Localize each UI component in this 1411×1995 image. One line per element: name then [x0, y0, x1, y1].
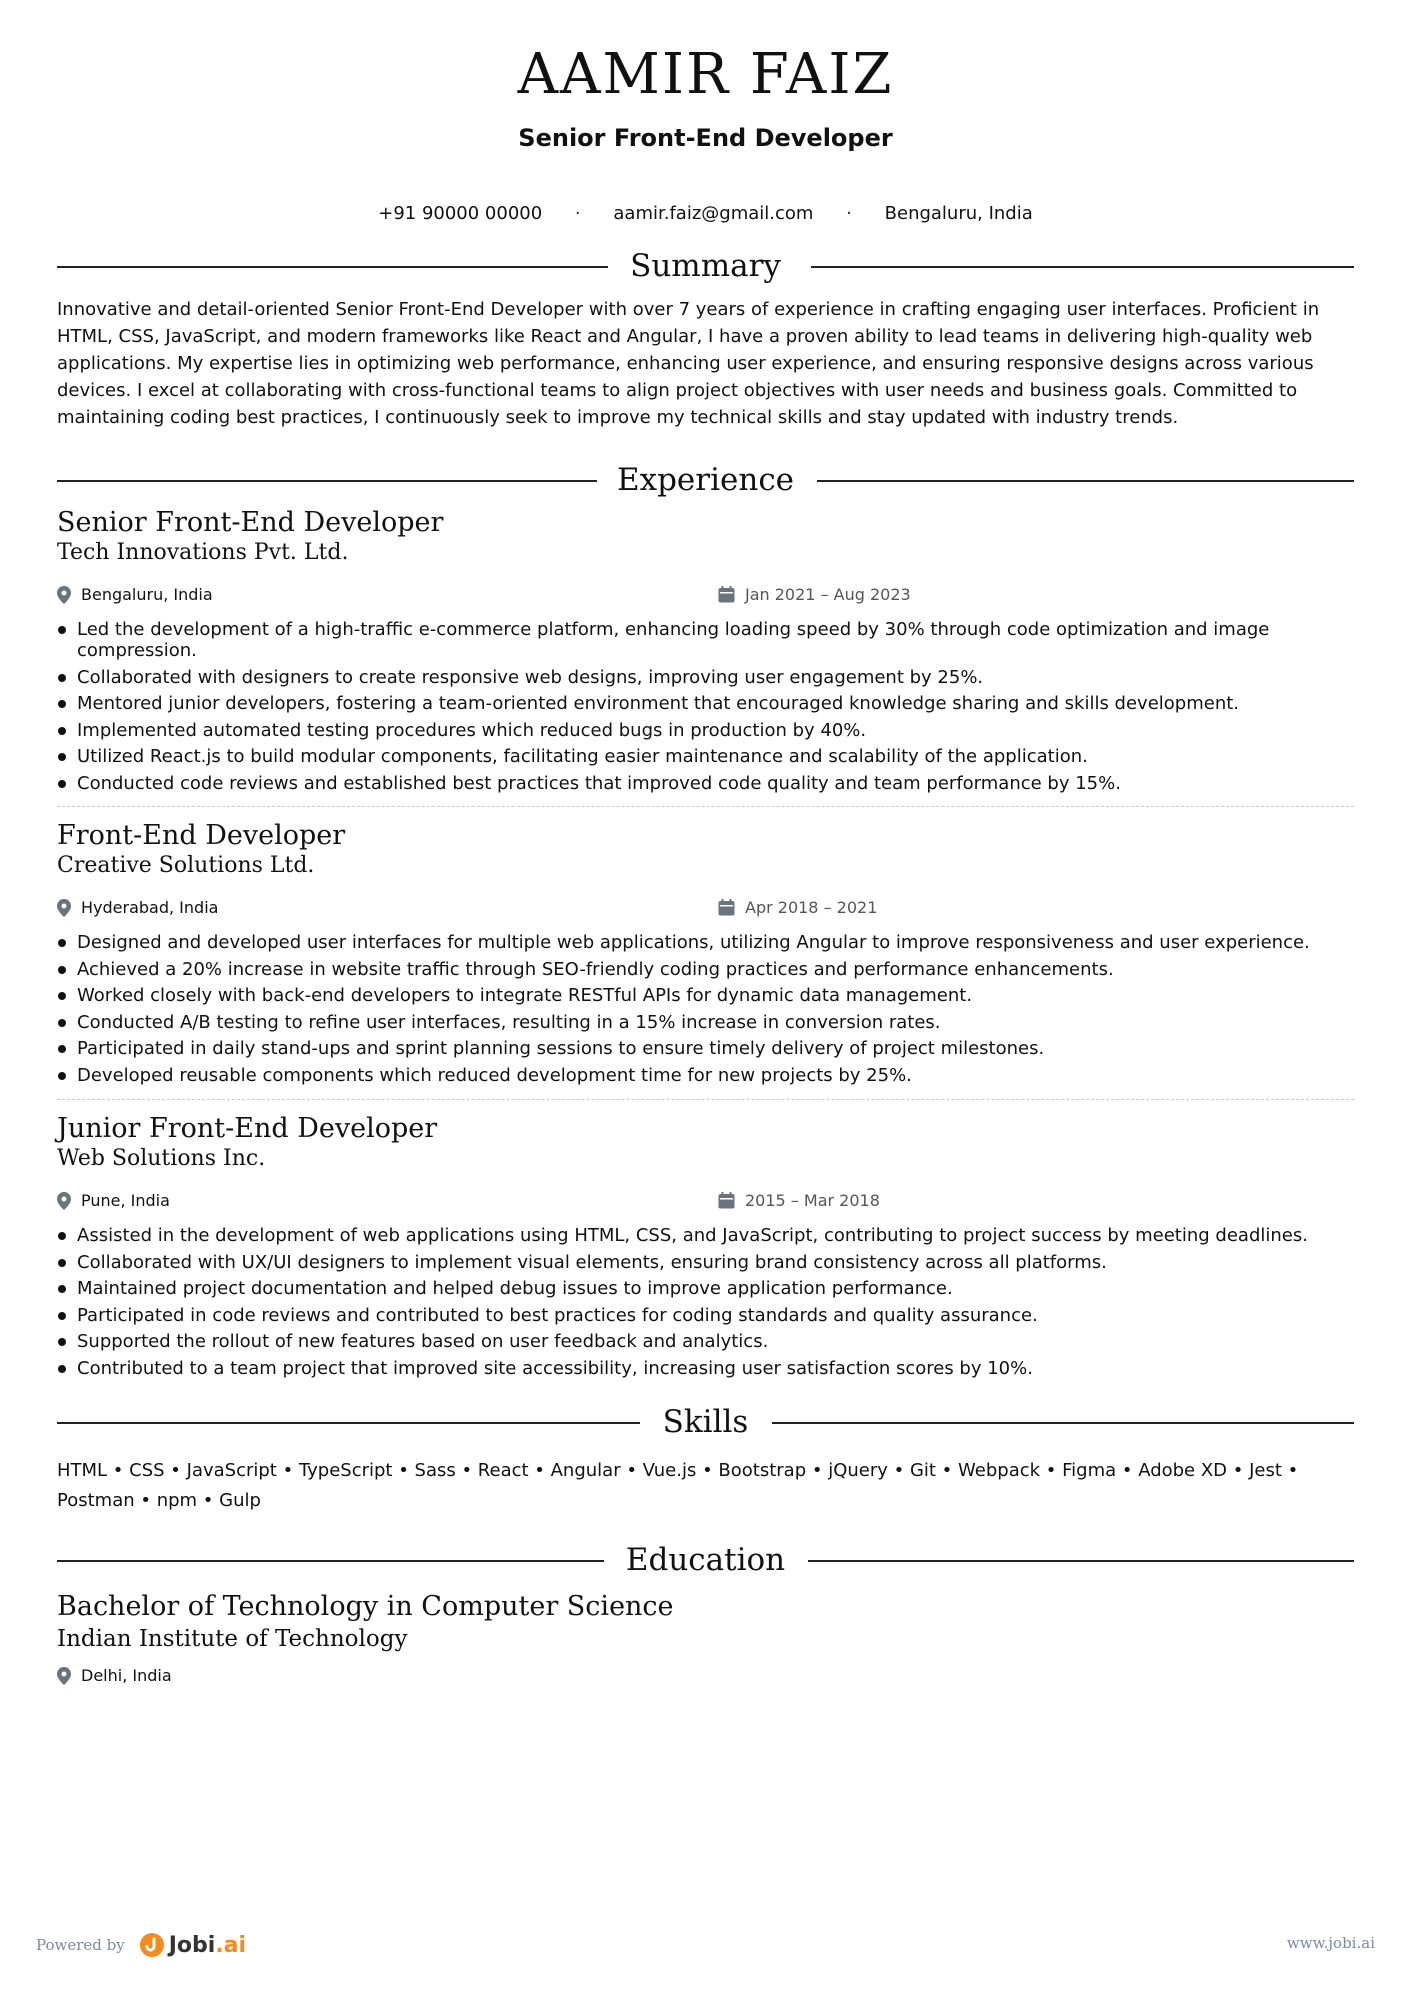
- skills-heading: [57, 1402, 1354, 1442]
- phone-number: +91 90000 00000: [378, 203, 543, 224]
- email-address: aamir.faiz@gmail.com: [613, 203, 814, 224]
- job-dates-text: Jan 2021 – Aug 2023: [745, 585, 911, 604]
- list-item: Developed reusable components which reduced development time for new projects by 25%.: [57, 1065, 1354, 1086]
- experience-heading: [57, 460, 1354, 500]
- list-item: Implemented automated testing procedures which reduced bugs in production by 40%.: [57, 720, 1354, 741]
- school-name: Indian Institute of Technology: [57, 1626, 408, 1652]
- job-title: Senior Front-End Developer: [57, 507, 444, 538]
- divider-line: [817, 480, 1354, 482]
- education-heading: [57, 1540, 1354, 1580]
- achievement-list: [57, 1225, 1354, 1379]
- list-item: Participated in code reviews and contributed to best practices for coding standards and quality assurance.: [57, 1305, 1354, 1326]
- dashed-divider: [57, 806, 1354, 807]
- job-meta: [57, 1191, 1354, 1217]
- job-location-text: Bengaluru, India: [81, 585, 213, 604]
- list-item: Collaborated with UX/UI designers to implement visual elements, ensuring brand consistency across all platforms.: [57, 1252, 1354, 1273]
- job-title: Junior Front-End Developer: [57, 1113, 438, 1144]
- experience-entry: [57, 820, 1354, 1091]
- job-location: [57, 1191, 170, 1210]
- calendar-icon: [718, 899, 735, 916]
- company-name: Creative Solutions Ltd.: [57, 853, 315, 878]
- jobi-logo[interactable]: [139, 1932, 246, 1958]
- website-link[interactable]: www.jobi.ai: [1286, 1934, 1375, 1952]
- list-item: Designed and developed user interfaces for multiple web applications, utilizing Angular to improve responsiveness and user experience.: [57, 932, 1354, 953]
- job-meta: [57, 898, 1354, 924]
- skills-title: Skills: [662, 1404, 749, 1440]
- jobi-logo-text: Jobi: [168, 1932, 216, 1958]
- list-item: Conducted code reviews and established best practices that improved code quality and team performance by 15%.: [57, 773, 1354, 794]
- powered-by-footer: [36, 1932, 246, 1958]
- list-item: Contributed to a team project that improved site accessibility, increasing user satisfaction scores by 10%.: [57, 1358, 1354, 1379]
- map-pin-icon: [57, 1667, 71, 1685]
- job-dates-text: Apr 2018 – 2021: [745, 898, 878, 917]
- experience-entry: [57, 507, 1354, 799]
- candidate-role: Senior Front-End Developer: [518, 124, 893, 152]
- list-item: Worked closely with back-end developers to integrate RESTful APIs for dynamic data management.: [57, 985, 1354, 1006]
- education-entry: [57, 1590, 1354, 1685]
- jobi-logo-icon: [139, 1932, 165, 1958]
- school-location: [57, 1666, 1354, 1685]
- experience-title: Experience: [616, 462, 795, 498]
- company-name: Tech Innovations Pvt. Ltd.: [57, 540, 349, 565]
- divider-line: [772, 1422, 1354, 1424]
- list-item: Participated in daily stand-ups and sprint planning sessions to ensure timely delivery of project milestones.: [57, 1038, 1354, 1059]
- job-dates: [718, 585, 911, 604]
- summary-text: Innovative and detail-oriented Senior Front-End Developer with over 7 years of experience in crafting engaging user interfaces. Proficient in HTML, CSS, JavaScript, and modern frameworks like React and Angular, I have a proven ability to lead teams in delivering high-quality web applications. My expertise lies in optimizing web performance, enhancing user experience, and ensuring responsive designs across various devices. I excel at collaborating with cross-functional teams to align project objectives with user needs and business goals. Committed to maintaining coding best practices, I continuously seek to improve my technical skills and stay updated with industry trends.: [57, 299, 1320, 428]
- degree-title: Bachelor of Technology in Computer Science: [57, 1591, 674, 1622]
- job-location-text: Pune, India: [81, 1191, 170, 1210]
- skills-list: HTML • CSS • JavaScript • TypeScript • Sass • React • Angular • Vue.js • Bootstrap • jQuery • Git • Webpack • Figma • Adobe XD • Jest • Postman • npm • Gulp: [57, 1460, 1299, 1511]
- separator-dot: ·: [574, 203, 581, 224]
- list-item: Collaborated with designers to create responsive web designs, improving user engagement by 25%.: [57, 667, 1354, 688]
- list-item: Led the development of a high-traffic e-commerce platform, enhancing loading speed by 30% through code optimization and image compression.: [57, 619, 1354, 661]
- job-dates-text: 2015 – Mar 2018: [745, 1191, 880, 1210]
- list-item: Achieved a 20% increase in website traffic through SEO-friendly coding practices and performance enhancements.: [57, 959, 1354, 980]
- candidate-name: AAMIR FAIZ: [517, 42, 894, 107]
- list-item: Maintained project documentation and helped debug issues to improve application performance.: [57, 1278, 1354, 1299]
- contact-line: [0, 203, 1411, 224]
- jobi-logo-suffix: .ai: [215, 1932, 247, 1958]
- experience-entry: [57, 1113, 1354, 1384]
- home-location: Bengaluru, India: [884, 203, 1033, 224]
- list-item: Mentored junior developers, fostering a team-oriented environment that encouraged knowledge sharing and skills development.: [57, 693, 1354, 714]
- separator-dot: ·: [846, 203, 852, 224]
- list-item: Assisted in the development of web applications using HTML, CSS, and JavaScript, contributing to project success by meeting deadlines.: [57, 1225, 1354, 1246]
- summary-title: Summary: [630, 248, 781, 284]
- job-dates: [718, 898, 877, 917]
- list-item: Conducted A/B testing to refine user interfaces, resulting in a 15% increase in conversion rates.: [57, 1012, 1354, 1033]
- job-meta: [57, 585, 1354, 611]
- job-location: [57, 585, 213, 604]
- summary-heading: [57, 246, 1354, 286]
- achievement-list: [57, 619, 1354, 794]
- map-pin-icon: [57, 899, 71, 917]
- dashed-divider: [57, 1099, 1354, 1100]
- calendar-icon: [718, 586, 735, 603]
- school-location-text: Delhi, India: [81, 1666, 172, 1685]
- divider-line: [811, 266, 1354, 268]
- powered-by-label: Powered by: [36, 1936, 125, 1954]
- job-title: Front-End Developer: [57, 820, 346, 851]
- map-pin-icon: [57, 1192, 71, 1210]
- achievement-list: [57, 932, 1354, 1086]
- list-item: Utilized React.js to build modular components, facilitating easier maintenance and scalability of the application.: [57, 746, 1354, 767]
- calendar-icon: [718, 1192, 735, 1209]
- list-item: Supported the rollout of new features based on user feedback and analytics.: [57, 1331, 1354, 1352]
- job-location: [57, 898, 218, 917]
- company-name: Web Solutions Inc.: [57, 1146, 266, 1171]
- education-title: Education: [625, 1542, 786, 1578]
- job-location-text: Hyderabad, India: [81, 898, 219, 917]
- map-pin-icon: [57, 586, 71, 604]
- divider-line: [808, 1560, 1354, 1562]
- job-dates: [718, 1191, 880, 1210]
